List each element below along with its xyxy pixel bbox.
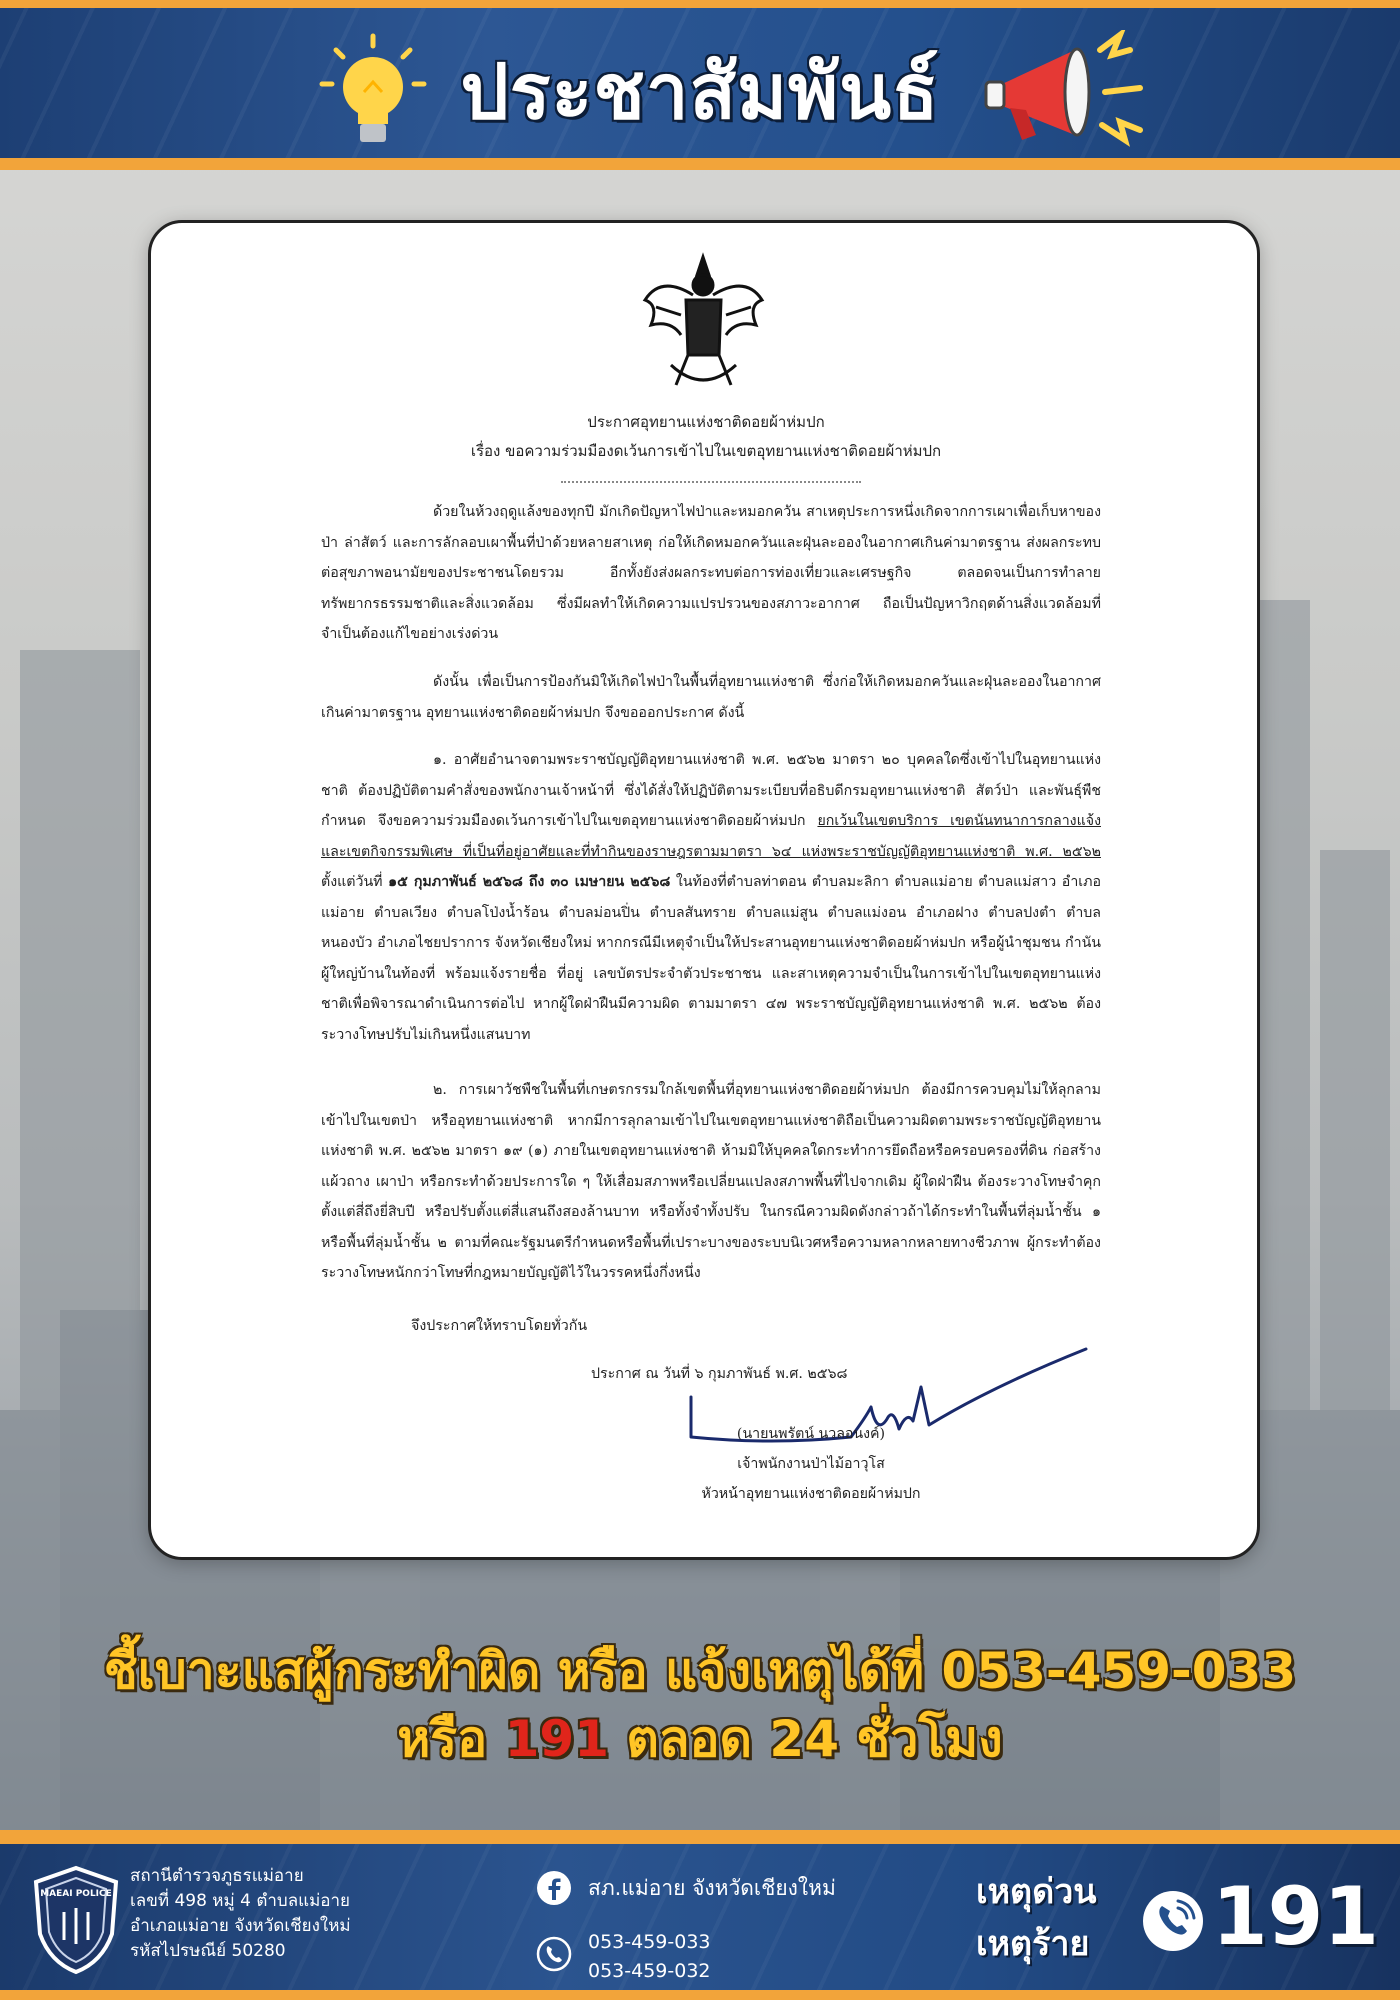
phone-number-2[interactable]: 053-459-032: [588, 1960, 711, 1982]
facebook-icon[interactable]: [536, 1870, 572, 1906]
closing-statement: จึงประกาศให้ทราบโดยทั่วกัน: [411, 1318, 588, 1334]
clause-1-period: ๑๕ กุมภาพันธ์ ๒๕๖๘ ถึง ๓๐ เมษายน ๒๕๖๘: [388, 874, 671, 890]
clause-1-intro: ๑. อาศัยอำนาจตามพระราชบัญญัติอุทยานแห่งชาติ พ.ศ. ๒๕๖๒ มาตรา ๒๐ บุคคลใดซึ่งเข้าไปในอุทยานแห่งชาติ ต้องปฏิบัติตามคำสั่งของพนักงานเจ้าหน้าที่ ซึ่งได้สั่งให้ปฏิบัติตามระเบียบที่อธิบดีกรมอุทยานแห่งชาติ สัตว์ป่า และพันธุ์พืชกำหนด จึงขอความร่วมมืองดเว้นการเข้าไปในเขตอุทยานแห่งชาติดอยผ้าห่มปก: [321, 752, 1101, 829]
badge-label: MAEAI POLICE: [40, 1889, 112, 1899]
header-title: ประชาสัมพันธ์: [460, 47, 940, 136]
signer-office: หัวหน้าอุทยานแห่งชาติดอยผ้าห่มปก: [701, 1486, 921, 1502]
tipoff-24h-line: [0, 1700, 1400, 1779]
phone-number-1[interactable]: 053-459-033: [588, 1931, 711, 1953]
phone-icon: [536, 1936, 572, 1972]
station-name: สถานีตำรวจภูธรแม่อาย: [130, 1866, 304, 1886]
clause-1-exception: ยกเว้นในเขตบริการ เขตนันทนาการกลางแจ้ง และเขตกิจกรรมพิเศษ ที่เป็นที่อยู่อาศัยและที่ทำกินของราษฎรตามมาตรา ๖๔ แห่งพระราชบัญญัติอุทยานแห่งชาติ พ.ศ. ๒๕๖๒: [321, 813, 1101, 860]
title-separator: [561, 481, 861, 483]
paragraph-purpose: ดังนั้น เพื่อเป็นการป้องกันมิให้เกิดไฟป่าในพื้นที่อุทยานแห่งชาติ ซึ่งก่อให้เกิดหมอกควันและฝุ่นละอองในอากาศเกินค่ามาตรฐาน อุทยานแห่งชาติดอยผ้าห่มปก จึงขอออกประกาศ ดังนี้: [321, 674, 1101, 721]
announcement-page: [301, 235, 1111, 1540]
clause-1-details: ในท้องที่ตำบลท่าตอน ตำบลมะลิกา ตำบลแม่อาย ตำบลแม่สาว อำเภอแม่อาย ตำบลเวียง ตำบลโป่งน้ำร้อน ตำบลม่อนปิ่น ตำบลสันทราย ตำบลแม่สูน ตำบลแม่งอน อำเภอฝาง ตำบลปงตำ ตำบลหนองบัว อำเภอไชยปราการ จังหวัดเชียงใหม่ หากกรณีมีเหตุจำเป็นให้ประสานอุทยานแห่งชาติดอยผ้าห่มปก หรือผู้นำชุมชน กำนัน ผู้ใหญ่บ้านในท้องที่ พร้อมแจ้งรายชื่อ ที่อยู่ เลขบัตรประจำตัวประชาชน และสาเหตุความจำเป็นในการเข้าไปในเขตอุทยานแห่งชาติเพื่อพิจารณาดำเนินการต่อไป หากผู้ใดฝ่าฝืนมีความผิด ตามมาตรา ๔๗ พระราชบัญญัติอุทยานแห่งชาติ พ.ศ. ๒๕๖๒ ต้องระวางโทษปรับไม่เกินหนึ่งแสนบาท: [321, 874, 1102, 1043]
emergency-crime: เหตุร้าย: [976, 1924, 1090, 1964]
announcement-subject: เรื่อง ขอความร่วมมืองดเว้นการเข้าไปในเขตอุทยานแห่งชาติดอยผ้าห่มปก: [470, 442, 942, 460]
paragraph-clause-1: [321, 745, 1101, 1050]
garuda-emblem-icon: [641, 245, 766, 395]
signer-position: เจ้าพนักงานป่าไม้อาวุโส: [737, 1456, 885, 1472]
signer-name: (นายนพรัตน์ นวลอนงค์): [736, 1426, 886, 1442]
paragraph-background: ด้วยในห้วงฤดูแล้งของทุกปี มักเกิดปัญหาไฟป่าและหมอกควัน สาเหตุประการหนึ่งเกิดจากการเผาเพื่อเก็บหาของป่า ล่าสัตว์ และการลักลอบเผาพื้นที่ป่าด้วยหลายสาเหตุ ก่อให้เกิดหมอกควันและฝุ่นละอองในอากาศเกินค่ามาตรฐาน ส่งผลกระทบต่อสุขภาพอนามัยของประชาชนโดยรวม อีกทั้งยังส่งผลกระทบต่อการท่องเที่ยวและเศรษฐกิจ ตลอดจนเป็นการทำลายทรัพยากรธรรมชาติและสิ่งแวดล้อม ซึ่งมีผลทำให้เกิดความแปรปรวนของสภาวะอากาศ ถือเป็นปัญหาวิกฤตด้านสิ่งแวดล้อมที่จำเป็นต้องแก้ไขอย่างเร่งด่วน: [321, 504, 1101, 642]
tipoff-24h: ตลอด 24 ชั่วโมง: [608, 1710, 1003, 1768]
emergency-urgent: เหตุด่วน: [976, 1872, 1097, 1912]
emergency-phone-icon: [1140, 1888, 1206, 1954]
station-postcode: รหัสไปรษณีย์ 50280: [130, 1941, 286, 1961]
footer-contact-bar: [0, 1830, 1400, 2000]
clause-1-from: ตั้งแต่วันที่: [321, 874, 389, 890]
announcement-title: ประกาศอุทยานแห่งชาติดอยผ้าห่มปก: [587, 413, 825, 431]
emergency-number-191[interactable]: 191: [1212, 1870, 1379, 1963]
paragraph-clause-2: ๒. การเผาวัชพืชในพื้นที่เกษตรกรรมใกล้เขตพื้นที่อุทยานแห่งชาติดอยผ้าห่มปก ต้องมีการควบคุมไม่ให้ลุกลามเข้าไปในเขตป่า หรืออุทยานแห่งชาติ หากมีการลุกลามเข้าไปในเขตอุทยานแห่งชาติถือเป็นความผิดตามพระราชบัญญัติอุทยานแห่งชาติ พ.ศ. ๒๕๖๒ มาตรา ๑๙ (๑) ภายในเขตอุทยานแห่งชาติ ห้ามมิให้บุคคลใดกระทำการยึดถือหรือครอบครองที่ดิน ก่อสร้าง แผ้วถาง เผาป่า หรือกระทำด้วยประการใด ๆ ให้เสื่อมสภาพหรือเปลี่ยนแปลงสภาพพื้นที่ไปจากเดิม ผู้ใดฝ่าฝืน ต้องระวางโทษจำคุกตั้งแต่สี่ถึงยี่สิบปี หรือปรับตั้งแต่สี่แสนถึงสองล้านบาท หรือทั้งจำทั้งปรับ ในกรณีความผิดดังกล่าวถ้าได้กระทำในพื้นที่ลุ่มน้ำชั้น ๑ หรือพื้นที่ลุ่มน้ำชั้น ๒ ตามที่คณะรัฐมนตรีกำหนดหรือพื้นที่เปราะบางของระบบนิเวศหรือความหลากหลายทางชีวภาพ ผู้กระทำต้องระวางโทษหนักกว่าโทษที่กฎหมายบัญญัติไว้ในวรรคหนึ่งกึ่งหนึ่ง: [321, 1082, 1101, 1281]
station-district: อำเภอแม่อาย จังหวัดเชียงใหม่: [130, 1916, 351, 1936]
phone-numbers: [588, 1928, 711, 1986]
station-address: [130, 1864, 351, 1964]
tipoff-or: หรือ: [397, 1710, 505, 1768]
emergency-label: [976, 1866, 1097, 1970]
announcement-document-card: [148, 220, 1260, 1560]
tipoff-191-number: 191: [504, 1710, 609, 1768]
station-address-line: เลขที่ 498 หมู่ 4 ตำบลแม่อาย: [130, 1891, 351, 1911]
announcement-date: ประกาศ ณ วันที่ ๖ กุมภาพันธ์ พ.ศ. ๒๕๖๘: [591, 1366, 848, 1382]
header-banner: [0, 0, 1400, 170]
facebook-page-link[interactable]: สภ.แม่อาย จังหวัดเชียงใหม่: [588, 1876, 836, 1900]
tipoff-hotline-line: ชี้เบาะแสผู้กระทำผิด หรือ แจ้งเหตุได้ที่ 053-459-033: [103, 1642, 1297, 1700]
police-badge-icon: [32, 1864, 120, 1976]
megaphone-icon: [980, 30, 1150, 155]
